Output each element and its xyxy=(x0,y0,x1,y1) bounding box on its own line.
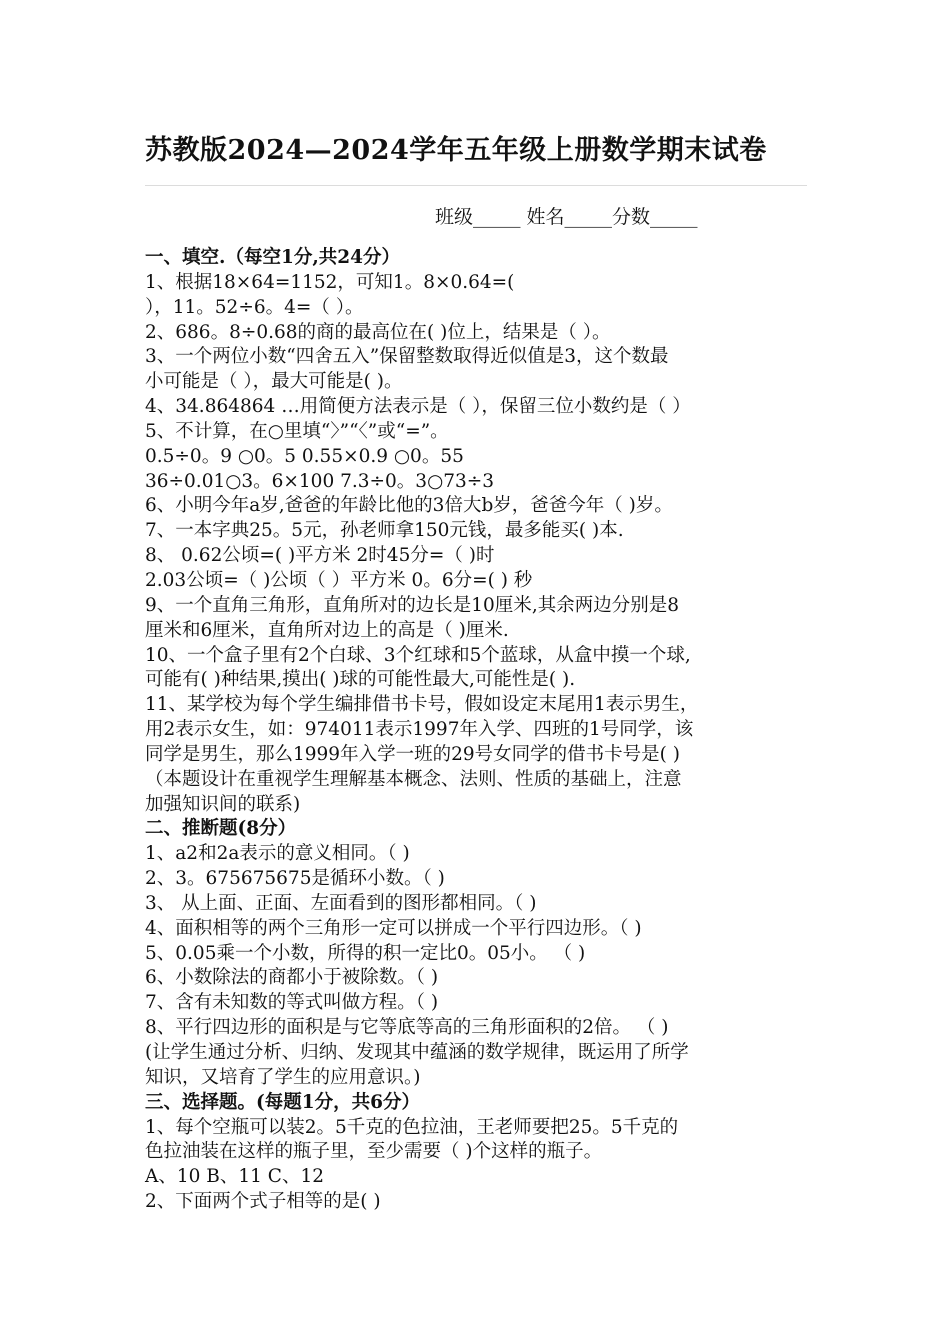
question-line: 6、小明今年a岁,爸爸的年龄比他的3倍大b岁，爸爸今年（ )岁。 xyxy=(145,495,673,517)
question-line: 7、含有未知数的等式叫做方程。（ ) xyxy=(145,992,439,1014)
class-name-score-fields: 班级_____ 姓名_____分数_____ xyxy=(435,206,698,228)
question-line: 36÷0.01○3。6×100 7.3÷0。3○73÷3 xyxy=(145,470,495,492)
question-line: 4、面积相等的两个三角形一定可以拼成一个平行四边形。（ ) xyxy=(145,917,642,939)
question-line: 3、 从上面、正面、左面看到的图形都相同。（ ) xyxy=(145,892,537,914)
question-line: 可能有( )种结果,摸出( )球的可能性最大,可能性是( ). xyxy=(145,669,576,691)
question-line: ），11。52÷6。4=（ ）。 xyxy=(145,296,364,318)
question-line: A、10 B、11 C、12 xyxy=(145,1166,324,1188)
question-line: 2、下面两个式子相等的是( ) xyxy=(145,1191,381,1213)
question-line: 用2表示女生，如：974011表示1997年入学、四班的1号同学，该 xyxy=(145,719,694,741)
question-line: 加强知识间的联系) xyxy=(145,793,301,815)
question-line: 4、34.864864 …用简便方法表示是（ ），保留三位小数约是（ ） xyxy=(145,396,691,418)
title-divider xyxy=(145,185,807,186)
question-line: 9、一个直角三角形，直角所对的边长是10厘米,其余两边分别是8 xyxy=(145,594,679,616)
question-line: 2、686。8÷0.68的商的最高位在( )位上，结果是（ ）。 xyxy=(145,321,611,343)
question-line: 1、a2和2a表示的意义相同。（ ) xyxy=(145,843,410,865)
question-line: 8、平行四边形的面积是与它等底等高的三角形面积的2倍。 （ ) xyxy=(145,1017,669,1039)
question-line: 1、根据18×64=1152，可知1。8×0.64=( xyxy=(145,271,515,293)
question-line: 5、0.05乘一个小数，所得的积一定比0。05小。 （ ) xyxy=(145,942,586,964)
question-line: 知识，又培育了学生的应用意识。) xyxy=(145,1066,421,1088)
section-heading: 一、填空.（每空1分,共24分） xyxy=(145,247,400,268)
question-line: 10、一个盒子里有2个白球、3个红球和5个蓝球，从盒中摸一个球, xyxy=(145,644,691,666)
question-line: 1、每个空瓶可以装2。5千克的色拉油，王老师要把25。5千克的 xyxy=(145,1116,679,1138)
exam-title: 苏教版2024—2024学年五年级上册数学期末试卷 xyxy=(145,135,767,166)
question-line: 0.5÷0。9 ○0。5 0.55×0.9 ○0。55 xyxy=(145,445,464,467)
question-line: 5、不计算，在○里填“〉”“〈”或“=”。 xyxy=(145,420,449,442)
question-line: 色拉油装在这样的瓶子里，至少需要（ )个这样的瓶子。 xyxy=(145,1141,603,1163)
question-line: 厘米和6厘米，直角所对边上的高是（ )厘米. xyxy=(145,619,509,641)
question-line: (让学生通过分析、归纳、发现其中蕴涵的数学规律，既运用了所学 xyxy=(145,1042,689,1063)
question-line: 8、 0.62公顷=( )平方米 2时45分=（ )时 xyxy=(145,545,495,567)
student-info-line xyxy=(435,202,698,229)
section-heading: 三、选择题。(每题1分，共6分） xyxy=(145,1091,420,1113)
question-line: 同学是男生，那么1999年入学一班的29号女同学的借书卡号是( ) xyxy=(145,743,680,765)
question-line: 3、一个两位小数“四舍五入”保留整数取得近似值是3，这个数最 xyxy=(145,346,669,368)
exam-content xyxy=(145,246,815,1215)
question-line: 11、某学校为每个学生编排借书卡号，假如设定末尾用1表示男生， xyxy=(145,694,699,716)
question-line: 7、一本字典25。5元，孙老师拿150元钱，最多能买( )本. xyxy=(145,520,624,542)
question-line: （本题设计在重视学生理解基本概念、法则、性质的基础上，注意 xyxy=(145,768,682,790)
question-line: 2.03公顷=（ )公顷（ ）平方米 0。6分=( ) 秒 xyxy=(145,569,533,591)
question-line: 6、小数除法的商都小于被除数。（ ) xyxy=(145,967,439,989)
question-line: 2、3。675675675是循环小数。（ ) xyxy=(145,868,445,890)
question-line: 小可能是（ ），最大可能是( )。 xyxy=(145,371,403,393)
section-heading: 二、推断题(8分） xyxy=(145,818,297,840)
